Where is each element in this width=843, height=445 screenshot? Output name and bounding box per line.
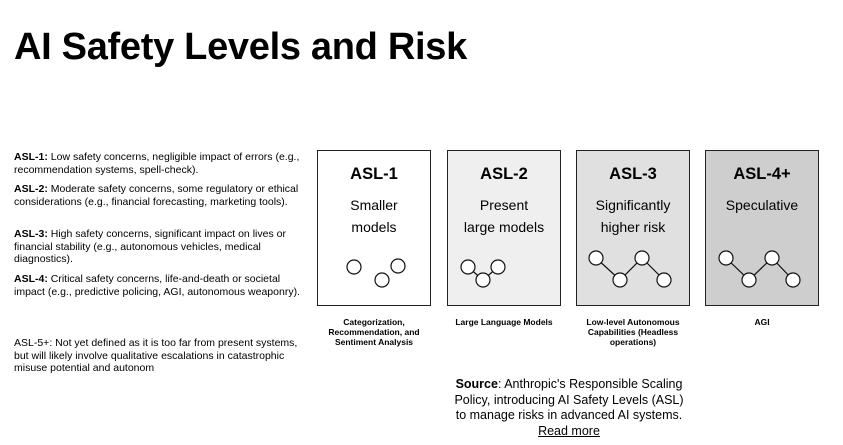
card-description: Significantly higher risk xyxy=(595,197,671,235)
asl-3-description xyxy=(14,228,304,266)
source-note xyxy=(449,377,689,439)
asl-4-card xyxy=(705,150,819,306)
desc-text: Low safety concerns, negligible impact of errors (e.g., recommendation systems, spell-check). xyxy=(14,151,300,176)
source-label: Source xyxy=(455,377,498,391)
desc-text: ASL-5+: Not yet defined as it is too far from present systems, but will likely involve qualitative escalations in catastrophic misuse potential and autonom xyxy=(14,337,298,375)
asl-2-description xyxy=(14,183,304,208)
zigzag-network-icon xyxy=(706,151,820,307)
asl-1-card xyxy=(317,150,431,306)
card-description: Present large models xyxy=(463,197,545,235)
desc-label: ASL-3: xyxy=(14,228,48,240)
asl-2-card xyxy=(447,150,561,306)
source-text: : Anthropic's Responsible Scaling Policy, introducing AI Safety Levels (ASL) to manage risks in advanced AI systems. xyxy=(454,377,684,422)
desc-label: ASL-4: xyxy=(14,273,48,285)
card-description: Speculative xyxy=(725,197,799,213)
card-title: ASL-3 xyxy=(609,165,657,183)
desc-text: High safety concerns, significant impact on lives or financial stability (e.g., autonomous vehicles, medical diagnostics). xyxy=(14,228,286,266)
card-title: ASL-4+ xyxy=(733,165,791,183)
read-more-link[interactable]: Read more xyxy=(538,423,600,438)
asl-3-card xyxy=(576,150,690,306)
asl-1-description xyxy=(14,151,304,176)
zigzag-network-icon xyxy=(577,151,691,307)
asl-4-description xyxy=(14,273,304,298)
desc-text: Moderate safety concerns, some regulatory or ethical considerations (e.g., financial forecasting, marketing tools). xyxy=(14,183,299,208)
card-title: ASL-2 xyxy=(480,165,528,183)
asl-5-description xyxy=(14,337,304,375)
card-description: Smaller models xyxy=(350,197,398,235)
linked-nodes-icon xyxy=(448,151,562,307)
page-title: AI Safety Levels and Risk xyxy=(14,26,467,68)
desc-label: ASL-2: xyxy=(14,183,48,195)
asl-3-caption: Low-level Autonomous Capabilities (Headless operations) xyxy=(586,317,680,347)
asl-1-caption: Categorization, Recommendation, and Sentiment Analysis xyxy=(328,317,420,347)
card-title: ASL-1 xyxy=(350,165,398,183)
unconnected-nodes-icon xyxy=(318,151,432,307)
asl-4-caption: AGI xyxy=(754,317,770,327)
desc-text: Critical safety concerns, life-and-death or societal impact (e.g., predictive policing, AGI, autonomous weaponry). xyxy=(14,273,300,298)
asl-2-caption: Large Language Models xyxy=(455,317,553,327)
desc-label: ASL-1: xyxy=(14,151,48,163)
